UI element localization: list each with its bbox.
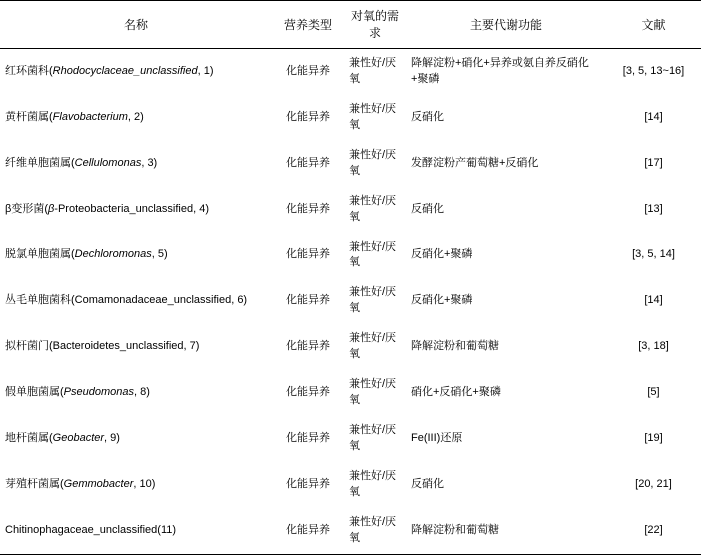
taxon-name-italic: Gemmobacter <box>63 477 134 490</box>
cell-oxygen-requirement: 兼性好/厌氧 <box>349 148 397 177</box>
cell-oxygen-requirement: 兼性好/厌氧 <box>349 194 397 223</box>
cell-taxon-name <box>0 233 272 279</box>
table-row <box>0 462 701 508</box>
taxon-name-prefix: 芽殖杆菌属( <box>5 477 64 490</box>
header-row <box>0 1 701 49</box>
cell-nutrition-type: 化能异养 <box>272 508 344 554</box>
table-row <box>0 233 701 279</box>
cell-reference: [5] <box>647 386 660 399</box>
taxon-name-prefix: 脱氯单胞菌属( <box>5 248 75 261</box>
cell-metabolic-function: 反硝化 <box>411 477 444 490</box>
taxon-name-italic: Pseudomonas <box>63 386 134 399</box>
cell-nutrition-type: 化能异养 <box>286 477 330 490</box>
column-header-function: 主要代谢功能 <box>406 1 606 49</box>
cell-metabolic-function: 反硝化+聚磷 <box>411 294 473 307</box>
taxon-name-suffix: , 3) <box>141 156 158 169</box>
cell-taxon-name <box>0 278 272 324</box>
taxon-name-prefix: 拟杆菌门(Bacteroidetes_unclassified, 7) <box>5 340 200 353</box>
cell-reference: [3, 18] <box>638 340 669 353</box>
cell-taxon-name <box>0 95 272 141</box>
taxon-name-prefix: 丛毛单胞菌科(Comamonadaceae_unclassified, 6) <box>5 294 248 307</box>
cell-oxygen-requirement: 兼性好/厌氧 <box>349 378 397 407</box>
cell-metabolic-function: 降解淀粉+硝化+异养或氨自养反硝化+聚磷 <box>411 57 589 85</box>
cell-metabolic-function: 降解淀粉和葡萄糖 <box>411 340 499 353</box>
taxon-name-prefix: 假单胞菌属( <box>5 386 64 399</box>
taxon-name-prefix: 纤维单胞菌属( <box>5 156 75 169</box>
cell-taxon-name <box>0 508 272 554</box>
taxon-name-prefix: β变形菌( <box>5 202 48 215</box>
table-row <box>0 508 701 554</box>
cell-metabolic-function: 硝化+反硝化+聚磷 <box>411 386 501 399</box>
cell-nutrition-type: 化能异养 <box>286 202 330 215</box>
cell-reference: [17] <box>644 156 663 169</box>
cell-nutrition-type: 化能异养 <box>286 294 330 307</box>
table-body <box>0 49 701 555</box>
table-row <box>0 95 701 141</box>
taxon-name-italic: Rhodocyclaceae_unclassified <box>52 64 198 77</box>
taxon-name-suffix: , 1) <box>197 64 214 77</box>
cell-nutrition-type: 化能异养 <box>286 340 330 353</box>
column-header-name: 名称 <box>0 1 272 49</box>
taxon-name-prefix: 黄杆菌属( <box>5 110 53 123</box>
cell-taxon-name <box>0 416 272 462</box>
taxon-name-italic: β <box>48 202 55 215</box>
table-row <box>0 141 701 187</box>
cell-oxygen-requirement: 兼性好/厌氧 <box>349 102 397 131</box>
cell-oxygen-requirement: 兼性好/厌氧 <box>349 240 397 269</box>
taxon-name-italic: Cellulomonas <box>74 156 142 169</box>
taxon-name-prefix: Chitinophagaceae_unclassified(11) <box>5 523 177 536</box>
cell-taxon-name <box>0 141 272 187</box>
cell-metabolic-function: 降解淀粉和葡萄糖 <box>406 508 606 554</box>
cell-reference: [22] <box>606 508 701 554</box>
cell-metabolic-function: 反硝化 <box>411 202 444 215</box>
column-header-reference: 文献 <box>606 1 701 49</box>
cell-taxon-name <box>0 370 272 416</box>
table-header <box>0 1 701 49</box>
cell-nutrition-type: 化能异养 <box>286 64 330 77</box>
taxon-name-italic: Flavobacterium <box>52 110 128 123</box>
taxon-name-italic: Dechloromonas <box>74 248 152 261</box>
cell-nutrition-type: 化能异养 <box>286 431 330 444</box>
taxon-name-suffix: , 9) <box>104 431 120 444</box>
cell-reference: [14] <box>644 110 663 123</box>
cell-reference: [14] <box>644 294 663 307</box>
table-row <box>0 416 701 462</box>
taxon-name-suffix: , 5) <box>151 248 168 261</box>
cell-oxygen-requirement: 兼性好/厌氧 <box>349 286 397 315</box>
taxon-name-italic: Geobacter <box>52 431 105 444</box>
taxon-name-prefix: 红环菌科( <box>5 64 53 77</box>
cell-taxon-name <box>0 462 272 508</box>
cell-metabolic-function: 反硝化+聚磷 <box>411 248 473 261</box>
cell-nutrition-type: 化能异养 <box>286 386 330 399</box>
table-row <box>0 324 701 370</box>
cell-taxon-name <box>0 187 272 233</box>
column-header-nutrition: 营养类型 <box>272 1 344 49</box>
cell-oxygen-requirement: 兼性好/厌氧 <box>349 332 397 361</box>
cell-oxygen-requirement: 兼性好/厌氧 <box>349 424 397 452</box>
taxon-name-suffix: , 10) <box>133 477 156 490</box>
cell-nutrition-type: 化能异养 <box>286 248 330 261</box>
cell-taxon-name <box>0 49 272 95</box>
cell-metabolic-function: Fe(III)还原 <box>411 431 463 444</box>
cell-metabolic-function: 发酵淀粉产葡萄糖+反硝化 <box>411 156 539 169</box>
cell-reference: [3, 5, 14] <box>632 248 675 261</box>
cell-oxygen-requirement: 兼性好/厌氧 <box>349 57 397 85</box>
taxon-name-suffix: , 8) <box>134 386 150 399</box>
table-row <box>0 49 701 95</box>
cell-nutrition-type: 化能异养 <box>286 110 330 123</box>
table-row <box>0 187 701 233</box>
taxon-name-suffix: , 2) <box>127 110 144 123</box>
cell-reference: [20, 21] <box>635 477 672 490</box>
cell-oxygen-requirement: 兼性好/厌氧 <box>349 469 397 498</box>
table-row <box>0 370 701 416</box>
cell-reference: [3, 5, 13~16] <box>622 64 685 77</box>
taxon-name-suffix: -Proteobacteria_unclassified, 4) <box>54 202 209 215</box>
cell-oxygen-requirement: 兼性好/厌氧 <box>344 508 406 554</box>
taxon-name-prefix: 地杆菌属( <box>5 431 53 444</box>
cell-metabolic-function: 反硝化 <box>411 110 444 123</box>
cell-reference: [19] <box>644 431 663 444</box>
cell-taxon-name <box>0 324 272 370</box>
table-row <box>0 278 701 324</box>
cell-reference: [13] <box>644 202 663 215</box>
cell-nutrition-type: 化能异养 <box>286 156 330 169</box>
column-header-oxygen: 对氧的需求 <box>344 1 406 49</box>
